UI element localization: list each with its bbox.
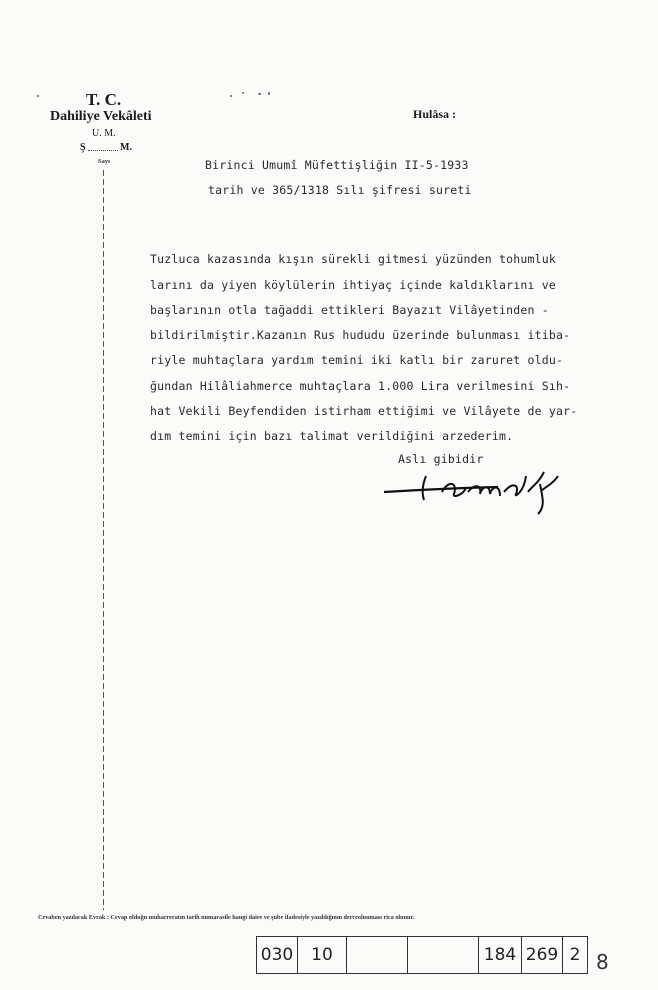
archive-number-boxes: [256, 936, 588, 974]
archive-box: 10: [298, 937, 347, 973]
archive-box: 2: [569, 945, 581, 965]
letterhead-sayi: Sayı: [98, 158, 110, 165]
body-line: ğundan Hilâliahmerce muhtaçlara 1.000 Lira verilmesini Sıh-: [150, 379, 571, 393]
letterhead-um: U. M.: [92, 128, 116, 139]
body-line: hat Vekili Beyfendiden istirham ettiğimi ve Vilâyete de yar-: [150, 404, 578, 418]
paper-speck: [37, 95, 39, 97]
page-number: 8: [596, 950, 609, 974]
footer-note: Cevaben yazılacak Evrak : Cevap olduğu muharreratın tarih numarasile hangi daire ve şube ifadesiyle yazıldığının derceolunması rica olunur.: [38, 914, 415, 921]
paper-speck: [258, 93, 261, 95]
paper-speck: [242, 92, 244, 94]
body-line: bildirilmiştir.Kazanın Rus hududu üzerinde bulunması itiba-: [150, 328, 571, 342]
signature: [378, 462, 578, 524]
body-line: başlarının otla tağaddi ettikleri Bayazıt Vilâyetinden -: [150, 303, 549, 317]
letterhead-ministry: Dahiliye Vekâleti: [50, 109, 152, 124]
letterhead-sm-dots: [88, 150, 118, 151]
archive-box: 184: [479, 937, 522, 973]
body-line: Tuzluca kazasında kışın sürekli gitmesi yüzünden tohumluk: [150, 252, 557, 266]
body-line: larını da yiyen köylülerin ihtiyaç içinde kaldıklarını ve: [150, 278, 557, 292]
body-line: riyle muhtaçlara yardım temini iki katlı bir zaruret oldu-: [150, 353, 564, 367]
paper-speck: [268, 92, 270, 95]
hulasa-label: Hulâsa :: [413, 107, 457, 121]
archive-box: 269: [522, 937, 563, 973]
letterhead-sm-left: Ş: [80, 142, 86, 153]
margin-line: [103, 170, 104, 910]
archive-box: [408, 937, 479, 973]
letterhead-tc: T. C.: [86, 90, 122, 109]
paper-speck: [230, 95, 232, 97]
archive-box: [347, 937, 408, 973]
body-line: dım temini için bazı talimat verildiğini arzederim.: [150, 429, 514, 443]
subject-line-2: tarih ve 365/1318 Sılı şifresi sureti: [208, 183, 472, 197]
archive-box: 030: [257, 937, 298, 973]
subject-line-1: Birinci Umumî Müfettişliğin II-5-1933: [205, 158, 469, 172]
closing-text: Aslı gibidir: [398, 452, 484, 466]
letterhead-sm-right: M.: [120, 142, 132, 153]
